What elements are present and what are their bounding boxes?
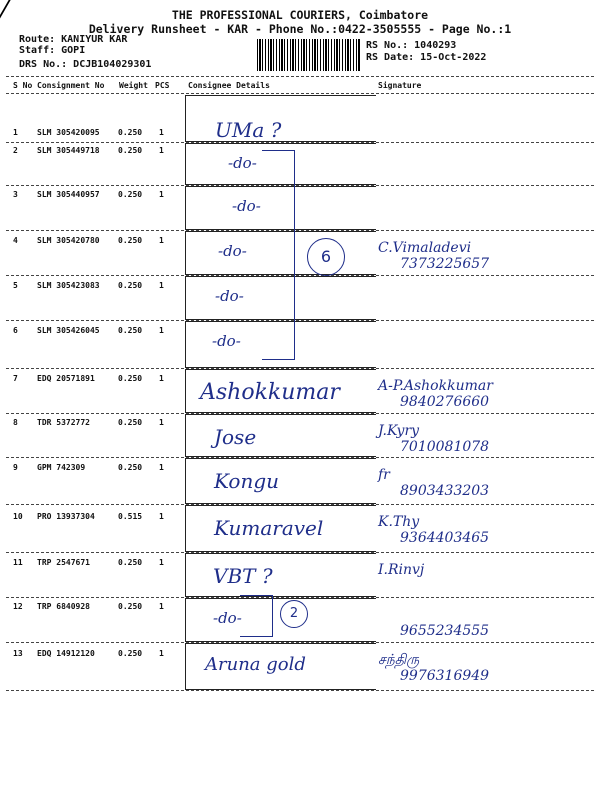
- group-count-1: 6: [307, 238, 345, 276]
- signature-handwriting: K.Thy: [378, 514, 420, 530]
- drs-number: DRS No.: DCJB104029301: [19, 59, 152, 70]
- signature-handwriting: fr: [378, 467, 390, 483]
- row-sno: 12: [13, 602, 23, 611]
- row-weight: 0.250: [118, 463, 143, 472]
- company-title: THE PROFESSIONAL COURIERS, Coimbatore: [171, 8, 429, 22]
- row-consignment-no: TDR 5372772: [37, 418, 90, 427]
- row-pcs: 1: [159, 602, 164, 611]
- signature-handwriting: C.Vimaladevi: [378, 240, 472, 256]
- row-sno: 5: [13, 281, 18, 290]
- row-consignment-no: SLM 305420095: [37, 128, 100, 137]
- row-consignment-no: GPM 742309: [37, 463, 86, 472]
- row-sno: 4: [13, 236, 18, 245]
- row-weight: 0.250: [118, 281, 143, 290]
- row-sno: 11: [13, 558, 23, 567]
- row-sno: 10: [13, 512, 23, 521]
- route-label: Route: KANIYUR KAR: [19, 34, 128, 45]
- col-pcs: PCS: [155, 81, 170, 90]
- row-pcs: 1: [159, 128, 164, 137]
- rs-date: RS Date: 15-Oct-2022: [366, 52, 487, 63]
- row-pcs: 1: [159, 558, 164, 567]
- consignee-handwriting: Kumaravel: [214, 516, 324, 540]
- row-consignment-no: TRP 6840928: [37, 602, 90, 611]
- consignee-handwriting: Jose: [214, 425, 257, 449]
- row-pcs: 1: [159, 236, 164, 245]
- row-divider: [6, 690, 594, 691]
- row-weight: 0.250: [118, 190, 143, 199]
- row-consignment-no: EDQ 20571891: [37, 374, 95, 383]
- row-pcs: 1: [159, 463, 164, 472]
- row-sno: 13: [13, 649, 23, 658]
- row-consignment-no: SLM 305423083: [37, 281, 100, 290]
- col-weight: Weight: [119, 81, 148, 90]
- consignee-handwriting: -do-: [228, 154, 257, 172]
- row-consignment-no: SLM 305420780: [37, 236, 100, 245]
- consignee-handwriting: Ashokkumar: [200, 380, 340, 405]
- header-divider-top: [6, 76, 594, 77]
- row-sno: 2: [13, 146, 18, 155]
- row-pcs: 1: [159, 418, 164, 427]
- runsheet-title: Delivery Runsheet - KAR - Phone No.:0422-3505555 - Page No.:1: [88, 22, 512, 36]
- row-pcs: 1: [159, 374, 164, 383]
- row-weight: 0.250: [118, 326, 143, 335]
- row-sno: 1: [13, 128, 18, 137]
- phone-handwriting: 9655234555: [400, 623, 490, 639]
- row-weight: 0.250: [118, 374, 143, 383]
- barcode: [257, 39, 360, 71]
- row-sno: 6: [13, 326, 18, 335]
- col-signature: Signature: [378, 81, 422, 90]
- row-sno: 7: [13, 374, 18, 383]
- row-weight: 0.250: [118, 558, 143, 567]
- row-pcs: 1: [159, 512, 164, 521]
- col-consignee: Consignee Details: [188, 81, 270, 90]
- row-pcs: 1: [159, 146, 164, 155]
- staff-label: Staff: GOPI: [19, 45, 86, 56]
- row-weight: 0.250: [118, 128, 143, 137]
- row-consignment-no: PRO 13937304: [37, 512, 95, 521]
- row-weight: 0.250: [118, 602, 143, 611]
- signature-handwriting: சந்திரு: [378, 652, 420, 668]
- group-bracket-1: [262, 150, 295, 360]
- row-pcs: 1: [159, 326, 164, 335]
- col-consignment: Consignment No: [37, 81, 105, 90]
- row-consignment-no: TRP 2547671: [37, 558, 90, 567]
- group-bracket-2: [240, 595, 273, 637]
- signature-handwriting: J.Kyry: [378, 423, 420, 439]
- consignee-handwriting: -do-: [213, 609, 242, 627]
- consignee-handwriting: -do-: [218, 242, 247, 260]
- col-sno: S No: [13, 81, 33, 90]
- row-sno: 9: [13, 463, 18, 472]
- row-pcs: 1: [159, 649, 164, 658]
- row-sno: 8: [13, 418, 18, 427]
- row-weight: 0.515: [118, 512, 143, 521]
- row-weight: 0.250: [118, 146, 143, 155]
- row-consignment-no: SLM 305440957: [37, 190, 100, 199]
- phone-handwriting: 9976316949: [400, 668, 490, 684]
- row-weight: 0.250: [118, 418, 143, 427]
- group-count-2: 2: [280, 600, 308, 628]
- phone-handwriting: 7373225657: [400, 256, 490, 272]
- row-consignment-no: SLM 305449718: [37, 146, 100, 155]
- row-pcs: 1: [159, 190, 164, 199]
- phone-handwriting: 8903433203: [400, 483, 490, 499]
- row-consignment-no: EDQ 14912120: [37, 649, 95, 658]
- phone-handwriting: 9364403465: [400, 530, 490, 546]
- signature-handwriting: A-P.Ashokkumar: [378, 378, 493, 394]
- row-weight: 0.250: [118, 236, 143, 245]
- consignee-handwriting: UMa ?: [215, 118, 282, 142]
- row-consignment-no: SLM 305426045: [37, 326, 100, 335]
- consignee-handwriting: -do-: [212, 332, 241, 350]
- row-pcs: 1: [159, 281, 164, 290]
- consignee-handwriting: -do-: [215, 287, 244, 305]
- consignee-handwriting: Aruna gold: [205, 654, 306, 675]
- rs-number: RS No.: 1040293: [366, 40, 457, 51]
- header-divider-bottom: [6, 93, 594, 94]
- row-weight: 0.250: [118, 649, 143, 658]
- consignee-handwriting: -do-: [232, 197, 261, 215]
- signature-handwriting: I.Rinvj: [378, 562, 425, 578]
- consignee-handwriting: Kongu: [214, 469, 280, 493]
- row-sno: 3: [13, 190, 18, 199]
- phone-handwriting: 9840276660: [400, 394, 490, 410]
- phone-handwriting: 7010081078: [400, 439, 490, 455]
- consignee-handwriting: VBT ?: [213, 564, 273, 588]
